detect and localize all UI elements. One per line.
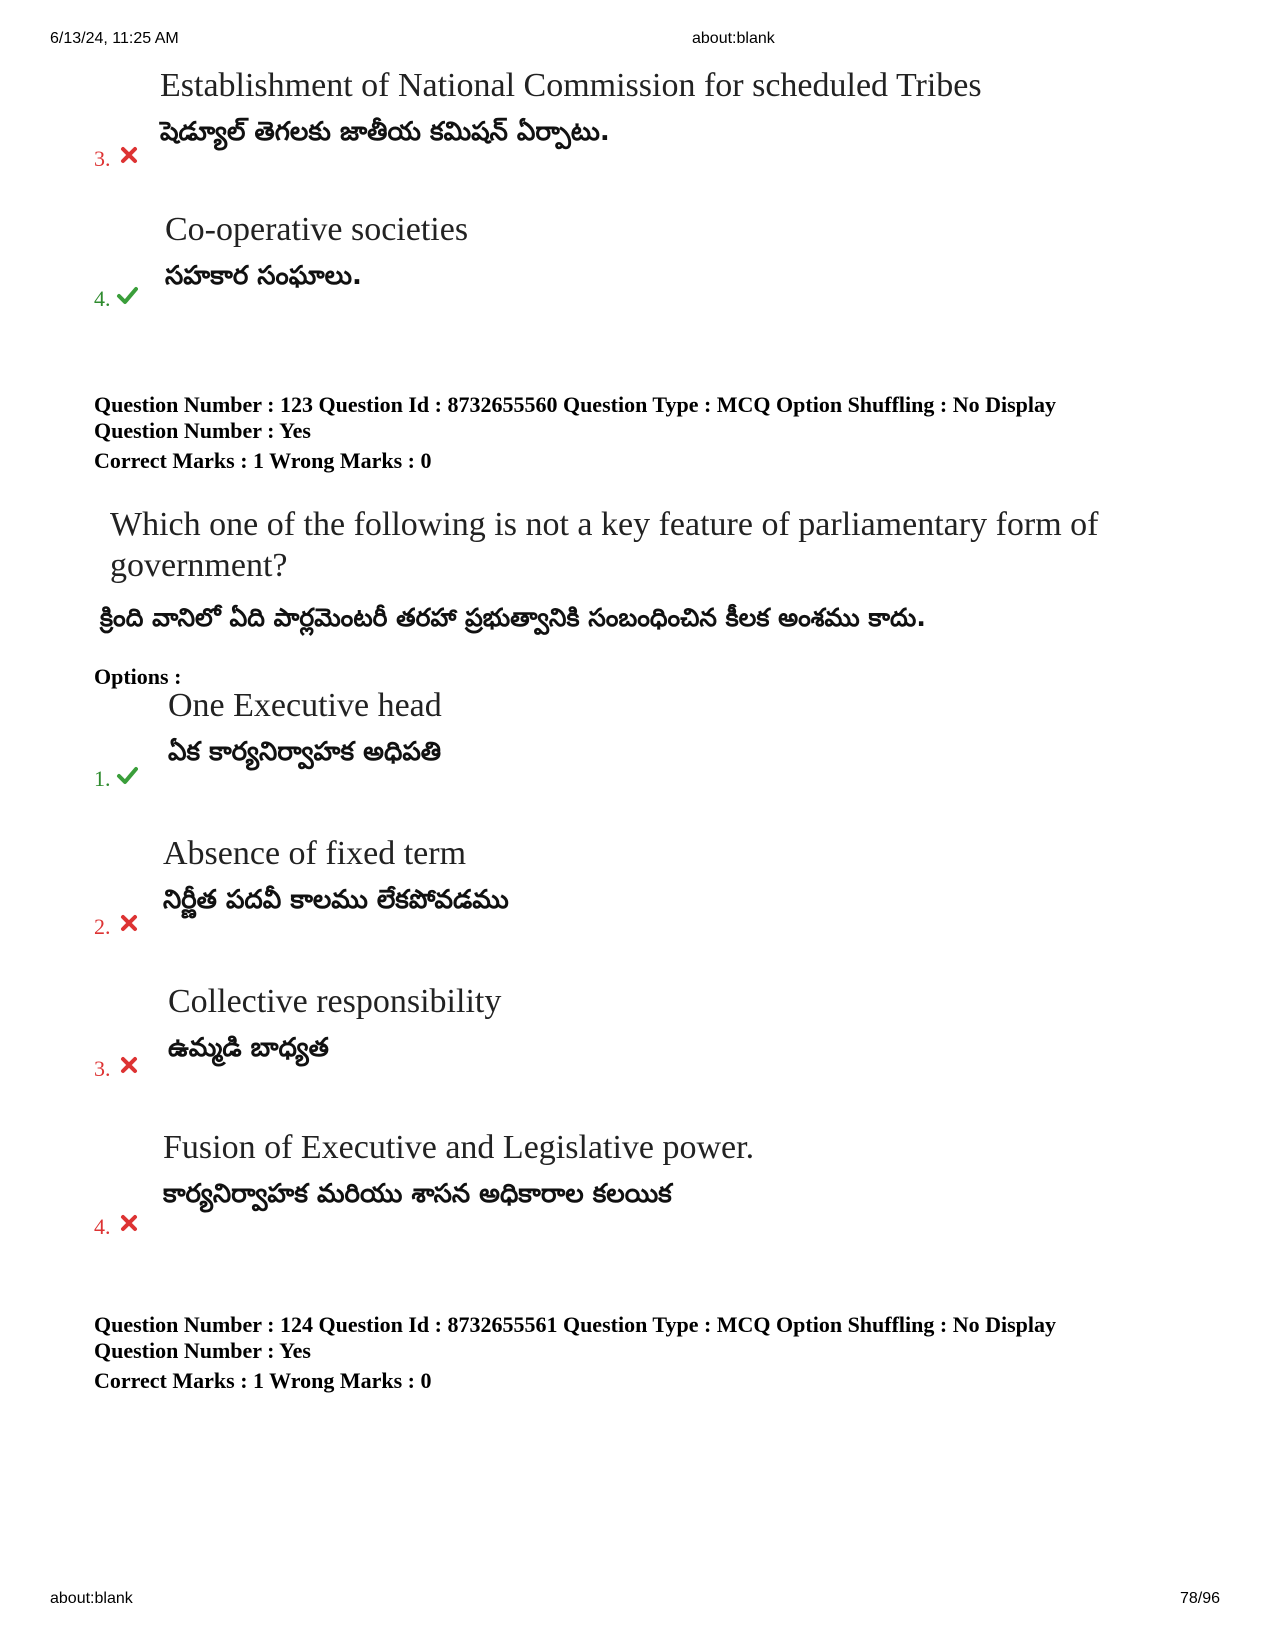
option-text-te: ఏక కార్యనిర్వాహక అధిపతి bbox=[168, 737, 442, 767]
option-4 bbox=[163, 1128, 754, 1214]
option-number: 1. bbox=[94, 766, 111, 791]
cross-icon bbox=[118, 1212, 140, 1234]
question-meta-line1: Question Number : 124 Question Id : 8732655561 Question Type : MCQ Option Shuffling : No Display bbox=[94, 1312, 1057, 1337]
page-number: 78/96 bbox=[1180, 1590, 1221, 1607]
option-text-en: Collective responsibility bbox=[168, 983, 502, 1020]
check-icon bbox=[116, 764, 138, 786]
options-label: Options : bbox=[94, 664, 182, 689]
option-text-te: సహకార సంఘాలు. bbox=[165, 261, 362, 291]
question-meta-line1: Question Number : 123 Question Id : 8732655560 Question Type : MCQ Option Shuffling : No Display bbox=[94, 392, 1057, 417]
option-number: 2. bbox=[94, 914, 111, 939]
cross-icon bbox=[118, 1054, 140, 1076]
option-text-te: నిర్ణీత పదవీ కాలము లేకపోవడము bbox=[163, 885, 509, 915]
cross-icon bbox=[118, 144, 140, 166]
option-text-te: కార్యనిర్వాహక మరియు శాసన అధికారాల కలయిక bbox=[163, 1179, 672, 1209]
question-meta bbox=[94, 392, 1056, 444]
option-2 bbox=[163, 834, 509, 920]
option-text-en: Co-operative societies bbox=[165, 211, 469, 248]
question-text-en: Which one of the following is not a key feature of parliamentary form of government? bbox=[110, 506, 1099, 584]
question-meta bbox=[94, 1312, 1056, 1364]
option-text-en: Fusion of Executive and Legislative power. bbox=[163, 1129, 755, 1166]
question-meta-line2: Question Number : Yes bbox=[94, 418, 311, 443]
option-number: 3. bbox=[94, 1056, 111, 1081]
option-text-en: Establishment of National Commission for scheduled Tribes bbox=[160, 67, 982, 104]
option-number: 3. bbox=[94, 146, 111, 171]
option-number: 4. bbox=[94, 1214, 111, 1239]
option-1 bbox=[168, 686, 442, 772]
option-text-en: One Executive head bbox=[168, 687, 442, 724]
print-header-url: about:blank bbox=[692, 30, 775, 47]
option-text-en: Absence of fixed term bbox=[163, 835, 467, 872]
question-text-te: క్రింది వానిలో ఏది పార్లమెంటరీ తరహా ప్రభుత్వానికి సంబంధించిన కీలక అంశము కాదు. bbox=[100, 603, 926, 632]
prev-option-4 bbox=[165, 210, 468, 296]
check-icon bbox=[116, 284, 138, 306]
question-meta-line2: Question Number : Yes bbox=[94, 1338, 311, 1363]
cross-icon bbox=[118, 912, 140, 934]
question-marks: Correct Marks : 1 Wrong Marks : 0 bbox=[94, 448, 432, 473]
option-text-te: ఉమ్మడి బాధ్యత bbox=[168, 1033, 329, 1063]
question-marks: Correct Marks : 1 Wrong Marks : 0 bbox=[94, 1368, 432, 1393]
option-text-te: షెడ్యూల్ తెగలకు జాతీయ కమిషన్ ఏర్పాటు. bbox=[160, 117, 610, 147]
print-footer-url: about:blank bbox=[50, 1590, 133, 1607]
option-3 bbox=[168, 982, 501, 1068]
option-number: 4. bbox=[94, 286, 111, 311]
prev-option-3 bbox=[160, 66, 982, 152]
print-datetime: 6/13/24, 11:25 AM bbox=[50, 30, 179, 47]
